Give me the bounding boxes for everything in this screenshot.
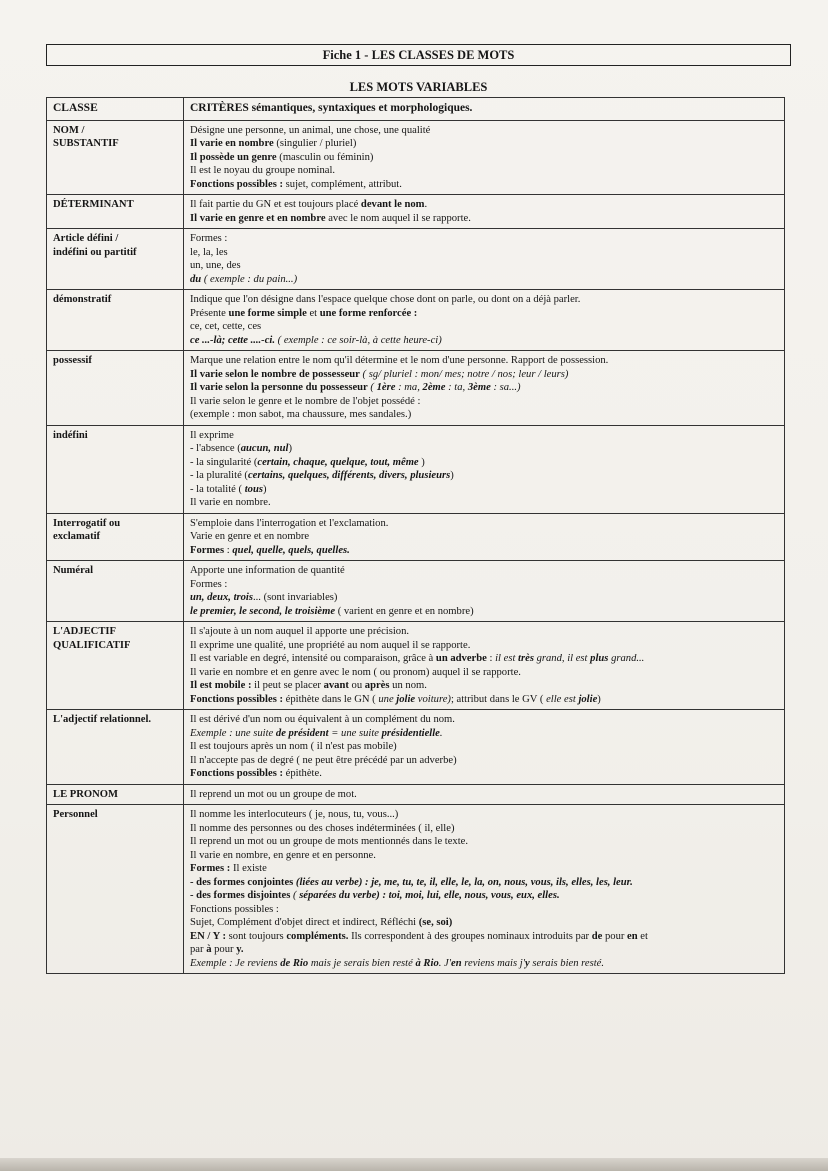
class-name-line: Interrogatif ou [53,517,121,529]
criteria-line: Formes : quel, quelle, quels, quelles. [190,544,350,556]
criteria-line: Fonctions possibles : épithète. [190,768,322,779]
criteria-line: Marque une relation entre le nom qu'il détermine et le nom d'une personne. Rapport de possession. [190,355,609,366]
table-row [47,513,785,561]
class-name-line: LE PRONOM [53,788,119,800]
class-name-line: Numéral [53,565,94,576]
header-classe: CLASSE [47,98,184,121]
criteria-line: Il reprend un mot ou un groupe de mot. [190,788,357,800]
criteria-line: Apporte une information de quantité [190,565,345,576]
page-title: Fiche 1 - LES CLASSES DE MOTS [46,44,791,66]
criteria-line: un, une, des [190,260,241,271]
page-edge-shadow [0,1158,828,1171]
table-row [47,290,785,351]
criteria-line: Il fait partie du GN et est toujours placé devant le nom. [190,199,428,210]
class-name-cell [47,561,184,622]
class-name-cell [47,784,184,805]
class-name-line: démonstratif [53,294,112,305]
criteria-cell [184,784,785,805]
criteria-line: Il est variable en degré, intensité ou comparaison, grâce à un adverbe : il est très grand, il est plus grand... [190,653,645,664]
class-name-cell [47,351,184,426]
criteria-line: Il est toujours après un nom ( il n'est pas mobile) [190,741,397,752]
criteria-line: Fonctions possibles : [190,903,279,915]
table-header-row [47,98,785,121]
criteria-line: du ( exemple : du pain...) [190,273,298,285]
criteria-line: Il varie en nombre. [190,497,271,508]
class-name-line: QUALIFICATIF [53,639,131,651]
criteria-line: Il n'accepte pas de degré ( ne peut être précédé par un adverbe) [190,754,457,766]
table-row [47,229,785,290]
table-row [47,195,785,229]
criteria-line: Varie en genre et en nombre [190,531,310,542]
criteria-line: - la pluralité (certains, quelques, différents, divers, plusieurs) [190,470,454,481]
table-row [47,622,785,710]
criteria-line: Sujet, Complément d'objet direct et indirect, Réfléchi (se, soi) [190,917,453,928]
table-row [47,120,785,195]
criteria-line: ce, cet, cette, ces [190,321,262,332]
criteria-line: Exemple : Je reviens de Rio mais je serais bien resté à Rio. J'en reviens mais j'y serais bien resté. [190,957,605,969]
header-criteres: CRITÈRES sémantiques, syntaxiques et morphologiques. [184,98,785,121]
criteria-cell [184,805,785,974]
table-row [47,784,785,805]
class-name-cell [47,120,184,195]
criteria-line: un, deux, trois... (sont invariables) [190,592,338,603]
criteria-cell [184,120,785,195]
class-name-line: Personnel [53,809,98,820]
criteria-line: - l'absence (aucun, nul) [190,443,292,454]
class-name-line: L'ADJECTIF [53,626,116,637]
word-classes-table [46,97,785,974]
criteria-line: Fonctions possibles : épithète dans le GN ( une jolie voiture); attribut dans le GV ( elle est jolie) [190,693,601,705]
criteria-line: Il varie selon le nombre de possesseur ( sg/ pluriel : mon/ mes; notre / nos; leur / leurs) [190,368,569,380]
criteria-line: Il est dérivé d'un nom ou équivalent à un complément du nom. [190,714,455,725]
criteria-line: - des formes conjointes (liées au verbe) : je, me, tu, te, il, elle, le, la, on, nous, vous, ils, elles, les, leur. [190,876,633,888]
class-name-line: exclamatif [53,531,101,542]
criteria-line: Fonctions possibles : sujet, complément, attribut. [190,178,402,190]
table-row [47,351,785,426]
class-name-line: indéfini ou partitif [53,246,137,258]
criteria-line: Il est le noyau du groupe nominal. [190,165,336,176]
criteria-line: Il nomme des personnes ou des choses indéterminées ( il, elle) [190,822,455,834]
criteria-cell [184,513,785,561]
criteria-line: Il varie en genre et en nombre avec le nom auquel il se rapporte. [190,212,471,224]
criteria-line: - la singularité (certain, chaque, quelque, tout, même ) [190,456,425,468]
criteria-line: Il possède un genre (masculin ou féminin) [190,151,374,163]
criteria-line: Il exprime [190,429,234,441]
section-subtitle: LES MOTS VARIABLES [349,80,488,94]
table-row [47,425,785,513]
criteria-line: Il varie en nombre, en genre et en personne. [190,849,376,861]
criteria-line: Formes : Il existe [190,863,267,874]
criteria-line: le, la, les [190,246,228,258]
criteria-line: Formes : [190,233,228,244]
criteria-line: Formes : [190,578,228,590]
criteria-line: Il varie en nombre (singulier / pluriel) [190,138,357,149]
class-name-line: SUBSTANTIF [53,138,119,149]
criteria-line: Indique que l'on désigne dans l'espace quelque chose dont on parle, ou dont on a déjà parler. [190,294,581,305]
class-name-cell [47,710,184,785]
criteria-line: (exemple : mon sabot, ma chaussure, mes sandales.) [190,409,412,420]
class-name-line: Article défini / [53,233,119,244]
criteria-line: Il nomme les interlocuteurs ( je, nous, tu, vous...) [190,809,399,820]
criteria-line: Il varie selon le genre et le nombre de l'objet possédé : [190,395,421,407]
table-row [47,561,785,622]
criteria-line: - la totalité ( tous) [190,483,267,495]
criteria-line: ce ...-là; cette ....-ci. ( exemple : ce soir-là, à cette heure-ci) [190,334,442,346]
table-row [47,710,785,785]
criteria-line: Il est mobile : il peut se placer avant ou après un nom. [190,680,427,691]
criteria-line: Il varie en nombre et en genre avec le nom ( ou pronom) auquel il se rapporte. [190,666,521,678]
criteria-cell [184,195,785,229]
criteria-line: Il s'ajoute à un nom auquel il apporte une précision. [190,626,410,637]
table-body [47,120,785,974]
criteria-cell [184,290,785,351]
criteria-line: Présente une forme simple et une forme renforcée : [190,307,418,319]
class-name-cell [47,425,184,513]
criteria-cell [184,229,785,290]
criteria-cell [184,710,785,785]
criteria-cell [184,561,785,622]
criteria-line: Il reprend un mot ou un groupe de mots mentionnés dans le texte. [190,836,469,847]
class-name-cell [47,229,184,290]
criteria-line: - des formes disjointes ( séparées du verbe) : toi, moi, lui, elle, nous, vous, eux, elles. [190,890,560,901]
criteria-cell [184,425,785,513]
class-name-cell [47,622,184,710]
criteria-cell [184,351,785,426]
criteria-line: Il varie selon la personne du possesseur ( 1ère : ma, 2ème : ta, 3ème : sa...) [190,382,521,393]
class-name-cell [47,513,184,561]
class-name-line: L'adjectif relationnel. [53,714,152,725]
criteria-line: Il exprime une qualité, une propriété au nom auquel il se rapporte. [190,639,471,651]
class-name-line: DÉTERMINANT [53,199,134,210]
class-name-cell [47,290,184,351]
class-name-cell [47,195,184,229]
criteria-line: par à pour y. [190,944,244,955]
class-name-line: possessif [53,355,92,366]
criteria-line: S'emploie dans l'interrogation et l'exclamation. [190,517,389,529]
criteria-cell [184,622,785,710]
class-name-cell [47,805,184,974]
criteria-line: Exemple : une suite de président = une suite présidentielle. [190,727,443,739]
class-name-line: NOM / [53,124,85,136]
criteria-line: EN / Y : sont toujours compléments. Ils correspondent à des groupes nominaux introduits par de pour en et [190,930,648,942]
table-row [47,805,785,974]
criteria-line: Désigne une personne, un animal, une chose, une qualité [190,124,431,136]
criteria-line: le premier, le second, le troisième ( varient en genre et en nombre) [190,605,474,617]
class-name-line: indéfini [53,429,88,441]
